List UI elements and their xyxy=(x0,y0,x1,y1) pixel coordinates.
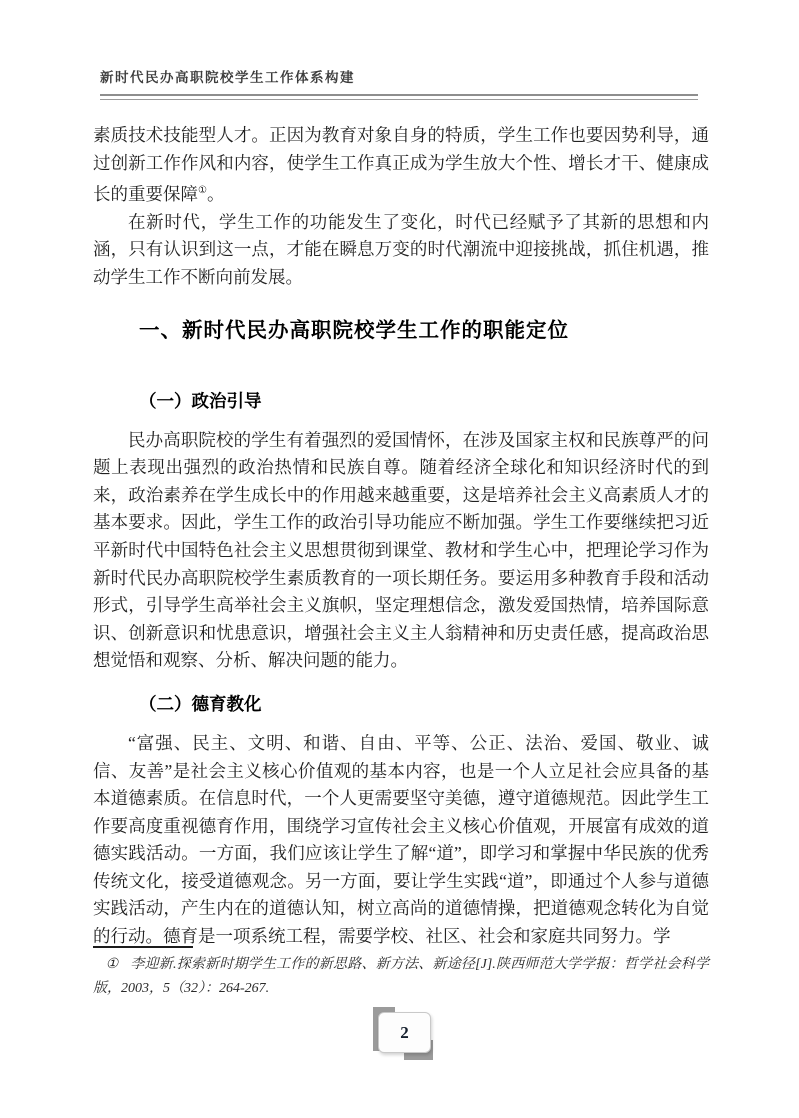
header-rule xyxy=(100,94,698,100)
footnote-ref-marker: ① xyxy=(198,185,207,197)
page-header xyxy=(100,66,698,100)
footnote-text: 李迎新.探索新时期学生工作的新思路、新方法、新途径[J].陕西师范大学学报：哲学社会科学版，2003，5（32）：264-267. xyxy=(93,957,709,996)
subsection-political-guidance-paragraph: 民办高职院校的学生有着强烈的爱国情怀，在涉及国家主权和民族尊严的问题上表现出强烈的政治热情和民族自尊。随着经济全球化和知识经济时代的到来，政治素养在学生成长中的作用越来越重要，这是培养社会主义高素质人才的基本要求。因此，学生工作的政治引导功能应不断加强。学生工作要继续把习近平新时代中国特色社会主义思想贯彻到课堂、教材和学生心中，把理论学习作为新时代民办高职院校学生素质教育的一项长期任务。要运用多种教育手段和活动形式，引导学生高举社会主义旗帜，坚定理想信念，激发爱国热情，培养国际意识、创新意识和忧患意识，增强社会主义主人翁精神和历史责任感，提高政治思想觉悟和观察、分析、解决问题的能力。 xyxy=(93,429,709,671)
subsection-heading-political-guidance: （一）政治引导 xyxy=(139,390,262,411)
page-number: 2 xyxy=(378,1012,431,1053)
footnote-divider xyxy=(93,946,193,948)
footnote xyxy=(93,953,709,1000)
page-body xyxy=(93,122,709,951)
paragraph-carryover-text: 素质技术技能型人才。正因为教育对象自身的特质，学生工作也要因势利导，通过创新工作作风和内容，使学生工作真正成为学生放大个性、增长才干、健康成长的重要保障 xyxy=(93,125,709,205)
running-header-title: 新时代民办高职院校学生工作体系构建 xyxy=(100,70,355,85)
subsection-moral-education-paragraph: “富强、民主、文明、和谐、自由、平等、公正、法治、爱国、敬业、诚信、友善”是社会主义核心价值观的基本内容，也是一个人立足社会应具备的基本道德素质。在信息时代，一个人更需要坚守美德，遵守道德规范。因此学生工作要高度重视德育作用，围绕学习宣传社会主义核心价值观，开展富有成效的道德实践活动。一方面，我们应该让学生了解“道”，即学习和掌握中华民族的优秀传统文化，接受道德观念。另一方面，要让学生实践“道”，即通过个人参与道德实践活动，产生内在的道德认知，树立高尚的道德情操，把道德观念转化为自觉的行动。德育是一项系统工程，需要学校、社区、社会和家庭共同努力。学 xyxy=(93,732,709,947)
footnote-marker: ① xyxy=(105,957,119,972)
page-number-badge xyxy=(371,1004,437,1062)
paragraph-carryover xyxy=(93,122,709,209)
subsection-heading-moral-education: （二）德育教化 xyxy=(139,693,262,714)
section-heading: 一、新时代民办高职院校学生工作的职能定位 xyxy=(139,319,569,342)
paragraph-intro: 在新时代，学生工作的功能发生了变化，时代已经赋予了其新的思想和内涵，只有认识到这一点，才能在瞬息万变的时代潮流中迎接挑战，抓住机遇，推动学生工作不断向前发展。 xyxy=(93,211,709,287)
paragraph-carryover-period: 。 xyxy=(206,184,225,205)
footnote-area xyxy=(93,946,709,1000)
